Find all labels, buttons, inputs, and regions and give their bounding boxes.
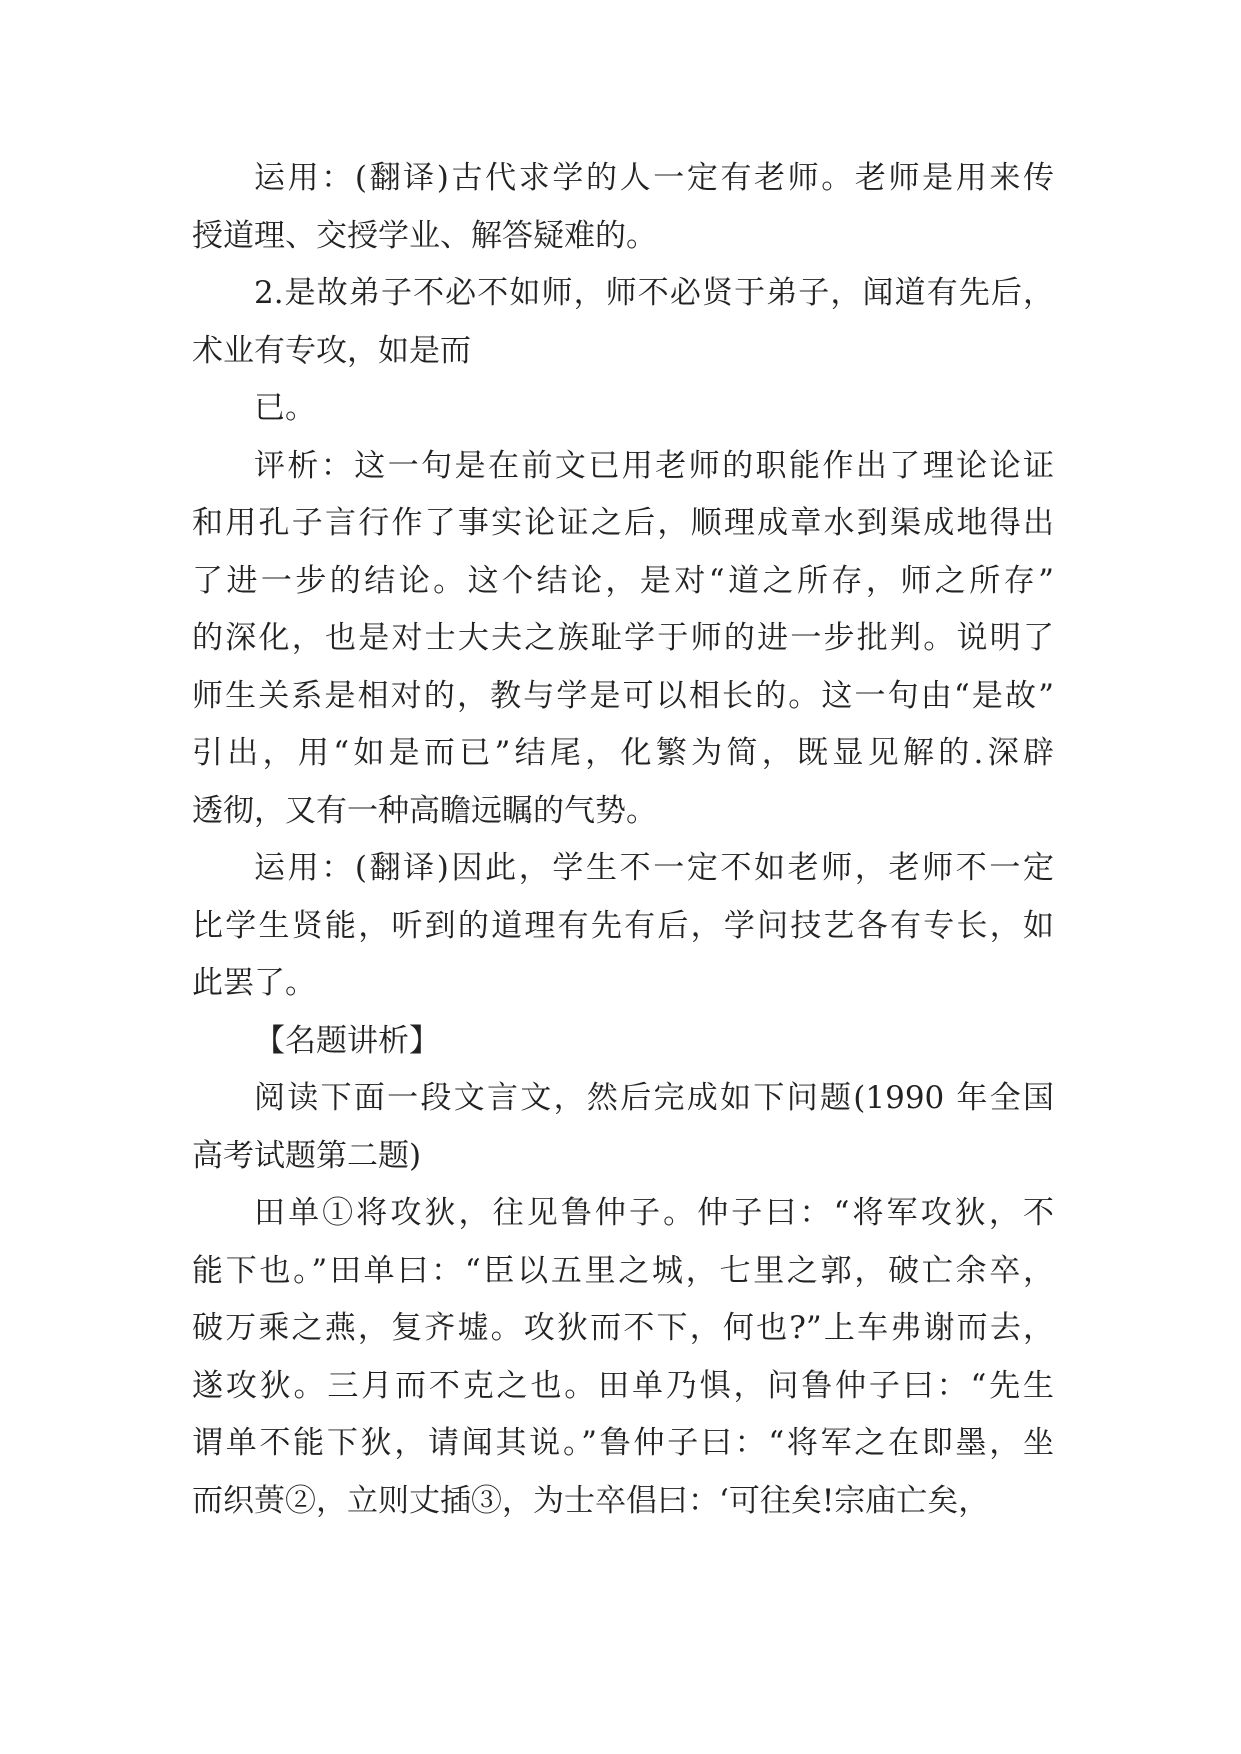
paragraph-heading [192,1013,1054,1071]
paragraph-instruction [192,1070,1054,1185]
text-line: 能下也。”田单曰：“臣以五里之城，七里之郭，破亡余卒， [192,1252,1054,1289]
paragraph-item-2-end [192,380,1054,438]
text-line: 高考试题第二题) [192,1137,422,1174]
text-line: 而织蒉②，立则丈插③，为士卒倡曰：‘可往矣!宗庙亡矣， [192,1482,990,1519]
text-line: 透彻，又有一种高瞻远瞩的气势。 [192,792,657,829]
text-line: 了进一步的结论。这个结论，是对“道之所存，师之所存” [192,562,1054,599]
text-line: 引出，用“如是而已”结尾，化繁为简，既显见解的.深辟 [192,735,1054,771]
text-line: 2.是故弟子不必不如师，师不必贤于弟子，闻道有先后， [254,275,1054,311]
text-line: 比学生贤能，听到的道理有先有后，学问技艺各有专长，如 [192,907,1054,944]
text-line: 此罢了。 [192,965,316,1001]
text-line: 【名题讲析】 [254,1022,440,1059]
text-line: 授道理、交授学业、解答疑难的。 [192,217,657,254]
text-line: 术业有专攻，如是而 [192,332,471,369]
paragraph-usage-1 [192,150,1054,265]
text-line: 运用：(翻译)古代求学的人一定有老师。老师是用来传 [254,160,1054,196]
text-line: 已。 [254,390,316,426]
text-line: 谓单不能下狄，请闻其说。”鲁仲子曰：“将军之在即墨，坐 [192,1425,1054,1461]
text-line: 师生关系是相对的，教与学是可以相长的。这一句由“是故” [192,677,1054,714]
document-page [192,150,1054,1530]
text-line: 破万乘之燕，复齐墟。攻狄而不下，何也?”上车弗谢而去， [192,1310,1054,1346]
text-line: 遂攻狄。三月而不克之也。田单乃惧，问鲁仲子曰：“先生 [192,1367,1054,1404]
paragraph-usage-2 [192,840,1054,1013]
paragraph-passage [192,1185,1054,1530]
paragraph-analysis [192,438,1054,841]
text-line: 的深化，也是对士大夫之族耻学于师的进一步批判。说明了 [192,620,1054,656]
text-line: 阅读下面一段文言文，然后完成如下问题(1990 年全国 [254,1080,1054,1116]
text-line: 田单①将攻狄，往见鲁仲子。仲子曰：“将军攻狄，不 [254,1195,1054,1231]
text-line: 和用孔子言行作了事实论证之后，顺理成章水到渠成地得出 [192,505,1054,541]
text-line: 评析：这一句是在前文已用老师的职能作出了理论论证 [254,447,1054,484]
paragraph-item-2 [192,265,1054,380]
text-line: 运用：(翻译)因此，学生不一定不如老师，老师不一定 [254,850,1054,886]
